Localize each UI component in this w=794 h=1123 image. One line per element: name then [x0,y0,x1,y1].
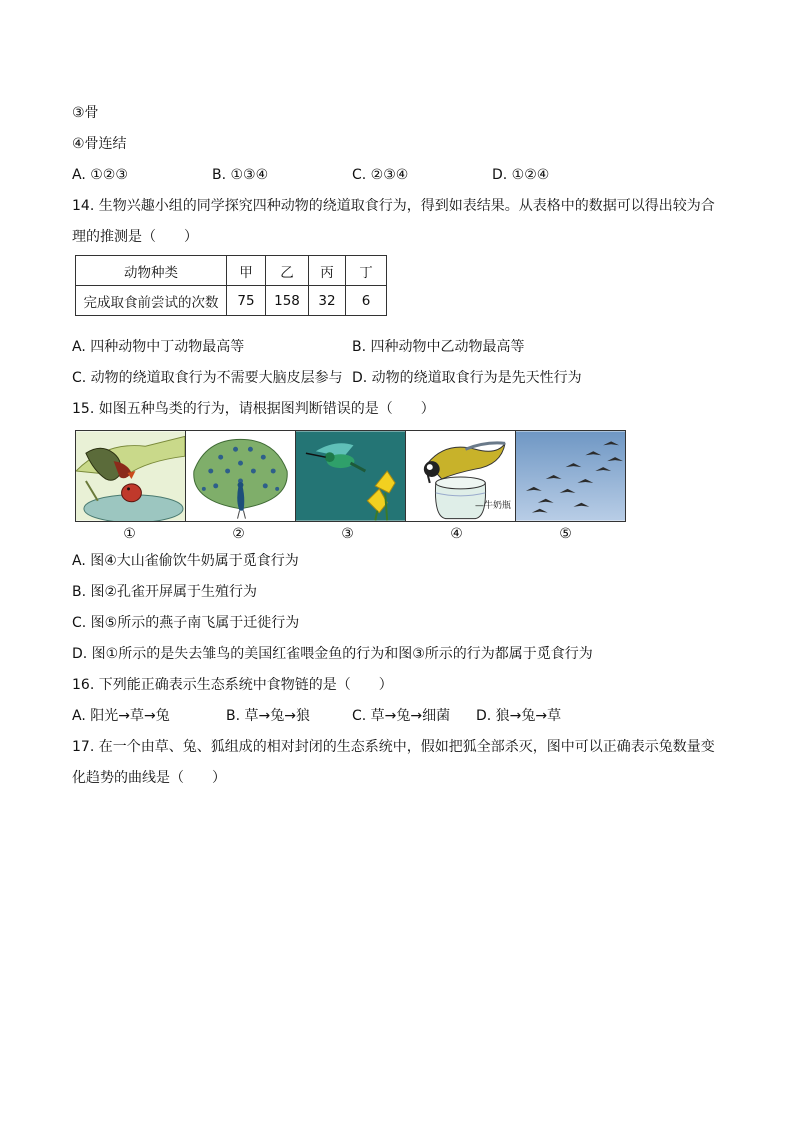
prev-item-3: ③骨 [72,105,99,121]
q15-option-b[interactable]: B. 图②孔雀开屏属于生殖行为 [72,584,258,600]
q15-option-c[interactable]: C. 图⑤所示的燕子南飞属于迁徙行为 [72,615,300,631]
q14-data-table [75,255,387,316]
table-header-cell: 丁 [346,256,387,286]
q17-stem-line1: 17. 在一个由草、兔、狐组成的相对封闭的生态系统中，假如把狐全部杀灭，图中可以正确表示兔数量变 [72,739,715,755]
peacock-display-image [185,430,296,522]
figure-label: ① [123,526,136,542]
q16-option-d[interactable]: D. 狼→兔→草 [476,708,562,724]
prev-option-b[interactable]: B. ①③④ [212,167,269,183]
table-cell: 完成取食前尝试的次数 [76,286,227,316]
prev-item-4: ④骨连结 [72,136,127,152]
prev-option-a[interactable]: A. ①②③ [72,167,128,183]
hummingbird-image [295,430,406,522]
cardinal-feeding-fish-image [75,430,186,522]
q15-option-d[interactable]: D. 图①所示的是失去雏鸟的美国红雀喂金鱼的行为和图③所示的行为都属于觅食行为 [72,646,593,662]
figure-label: ③ [341,526,354,542]
worksheet-page [72,98,722,794]
q14-option-c[interactable]: C. 动物的绕道取食行为不需要大脑皮层参与 [72,370,343,386]
prev-option-c[interactable]: C. ②③④ [352,167,409,183]
table-cell: 6 [346,286,387,316]
milk-bottle-label: —牛奶瓶 [474,501,511,511]
figure-label: ④ [450,526,463,542]
q16-option-c[interactable]: C. 草→兔→细菌 [352,708,451,724]
table-cell: 32 [309,286,346,316]
figure-label: ② [232,526,245,542]
q14-options-row2 [72,363,722,394]
q16-option-b[interactable]: B. 草→兔→狼 [226,708,310,724]
q15-stem: 15. 如图五种鸟类的行为，请根据图判断错误的是（ ） [72,401,435,417]
q15-option-a[interactable]: A. 图④大山雀偷饮牛奶属于觅食行为 [72,553,299,569]
q14-options-row1 [72,332,722,363]
q17-stem-line2: 化趋势的曲线是（ ） [72,770,226,786]
q14-option-d[interactable]: D. 动物的绕道取食行为是先天性行为 [352,370,582,386]
migrating-birds-image [515,430,626,522]
table-header-cell: 乙 [266,256,309,286]
q14-stem-line2: 理的推测是（ ） [72,229,198,245]
q14-option-a[interactable]: A. 四种动物中丁动物最高等 [72,339,245,355]
table-row [76,286,387,316]
q14-option-b[interactable]: B. 四种动物中乙动物最高等 [352,339,525,355]
q15-figure-strip [75,430,722,522]
q15-figure-labels [75,522,722,546]
q16-stem: 16. 下列能正确表示生态系统中食物链的是（ ） [72,677,393,693]
table-cell: 75 [227,286,266,316]
figure-label: ⑤ [559,526,572,542]
q14-stem-line1: 14. 生物兴趣小组的同学探究四种动物的绕道取食行为，得到如表结果。从表格中的数据可以得出较为合 [72,198,715,214]
table-header-cell: 丙 [309,256,346,286]
table-header-cell: 动物种类 [76,256,227,286]
table-header-row [76,256,387,286]
table-header-cell: 甲 [227,256,266,286]
prev-option-d[interactable]: D. ①②④ [492,167,550,183]
prev-options [72,160,722,191]
q16-option-a[interactable]: A. 阳光→草→兔 [72,708,170,724]
q16-options [72,701,722,732]
great-tit-milk-bottle-image [405,430,516,522]
table-cell: 158 [266,286,309,316]
